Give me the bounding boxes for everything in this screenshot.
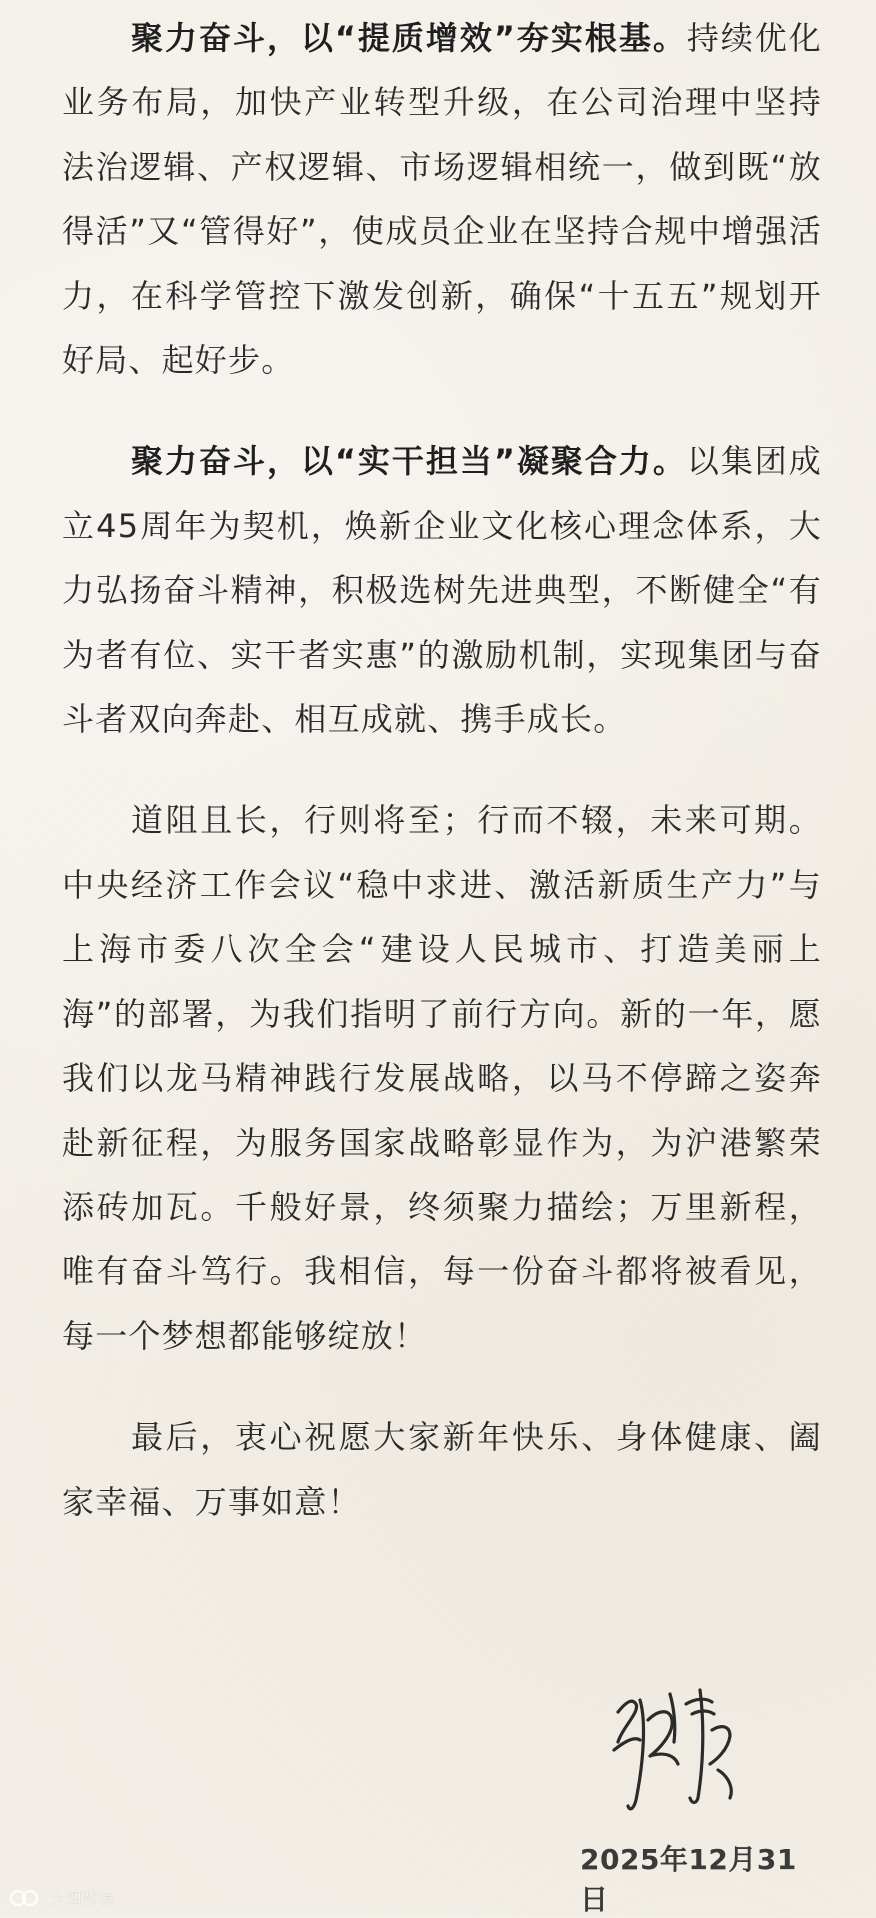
paragraph-body: 道阻且长，行则将至；行而不辍，未来可期。中央经济工作会议“稳中求进、激活新质生产力”与上海市委八次全会“建设人民城市、打造美丽上海”的部署，为我们指明了前行方向。新的一年，愿我们以龙马精神践行发展战略，以马不停蹄之姿奔赴新征程，为服务国家战略彰显作为，为沪港繁荣添砖加瓦。千般好景，终须聚力描绘；万里新程，唯有奋斗笃行。我相信，每一份奋斗都将被看见，每一个梦想都能够绽放！: [62, 801, 822, 1355]
letter-date: 2025年12月31日: [580, 1843, 797, 1916]
paragraph: [62, 788, 822, 1368]
paragraph-lead: 聚力奋斗，以“实干担当”凝聚合力。: [131, 442, 687, 481]
paragraph: [62, 429, 822, 751]
paragraph: [62, 6, 822, 392]
paragraph-body: 最后，衷心祝愿大家新年快乐、身体健康、阖家幸福、万事如意！: [62, 1418, 822, 1521]
letter-body: [62, 6, 822, 1571]
paragraph-lead: 聚力奋斗，以“提质增效”夯实根基。: [131, 19, 687, 57]
watermark: [8, 1886, 114, 1909]
handwritten-signature: [600, 1680, 770, 1820]
paragraph-body: 以集团成立45周年为契机，焕新企业文化核心理念体系，大力弘扬奋斗精神，积极选树先进典型，不断健全“有为者有位、实干者实惠”的激励机制，实现集团与奋斗者双向奔赴、相互成就、携手成长。: [62, 442, 822, 739]
watermark-text: 大图跨境: [50, 1889, 115, 1908]
paragraph-body: 持续优化业务布局，加快产业转型升级，在公司治理中坚持法治逻辑、产权逻辑、市场逻辑相统一，做到既“放得活”又“管得好”，使成员企业在坚持合规中增强活力，在科学管控下激发创新，确保“十五五”规划开好局、起好步。: [62, 19, 822, 380]
paragraph: [62, 1405, 822, 1534]
watermark-logo-icon: [8, 1887, 44, 1909]
